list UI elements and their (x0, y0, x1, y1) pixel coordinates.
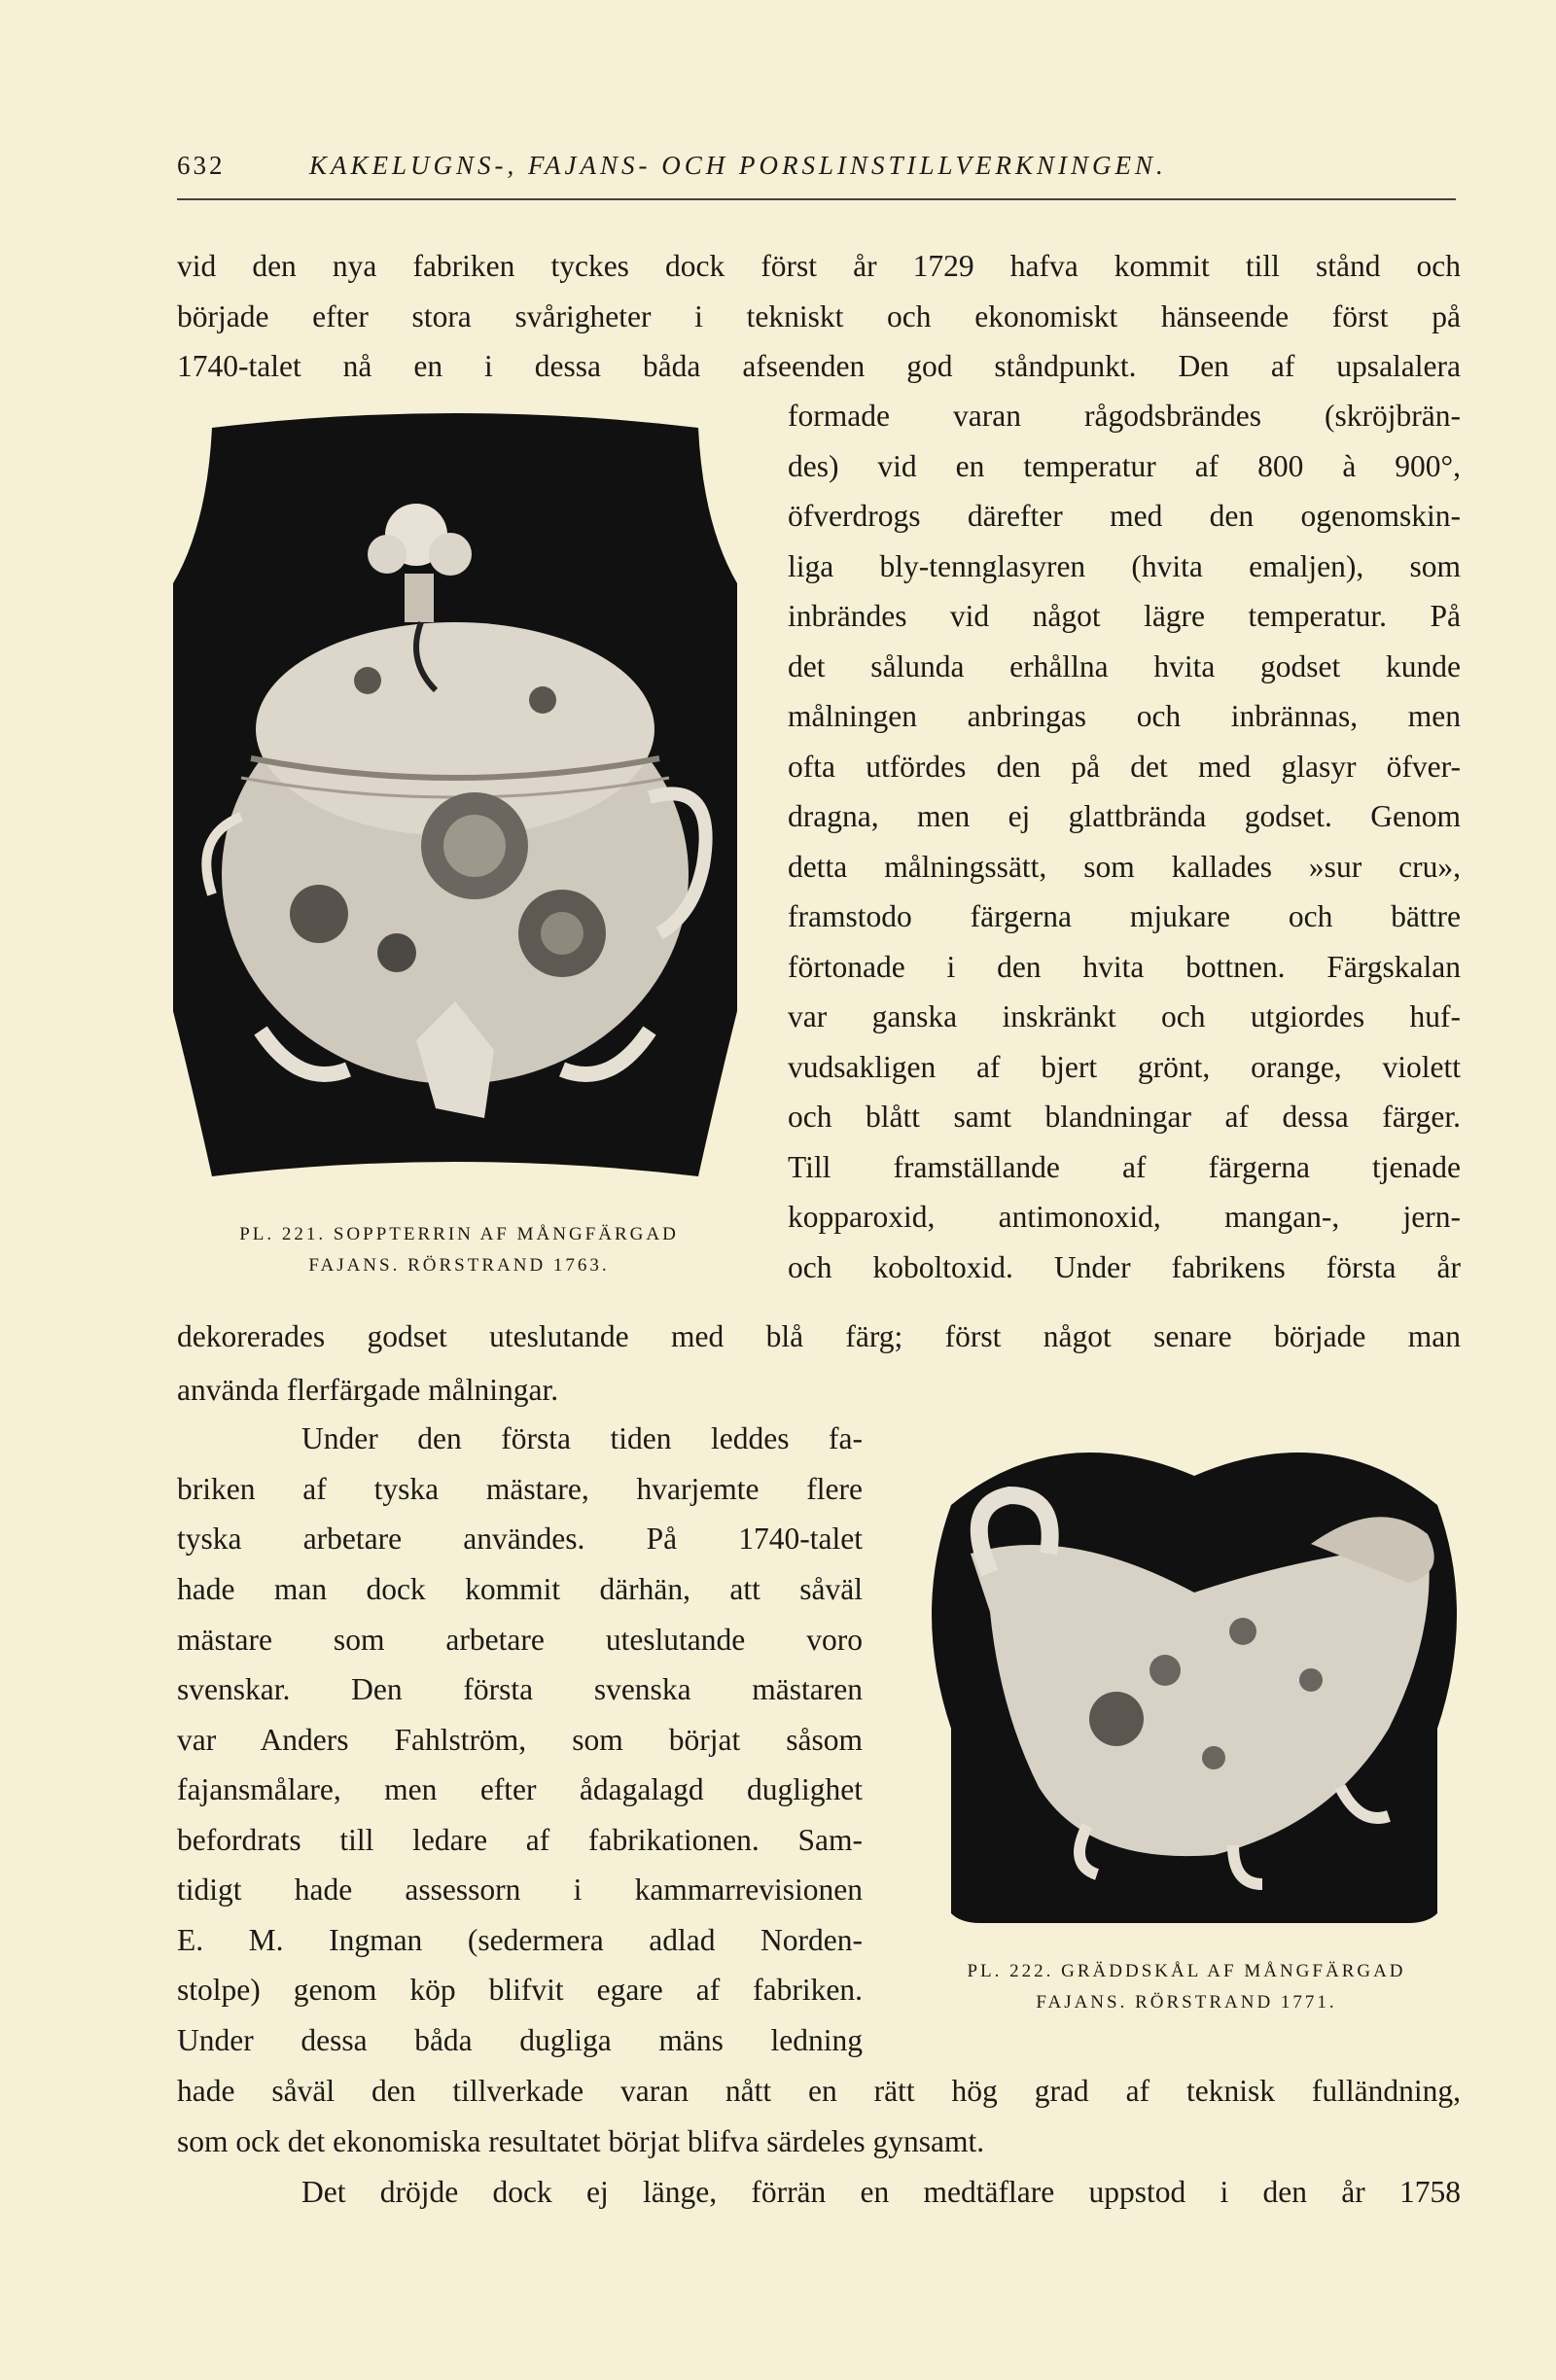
text-line: inbrändes vid något lägre temperatur. På (788, 599, 1461, 633)
figure-caption: PL. 221. SOPPTERRIN AF MÅNGFÄRGAD (239, 1224, 679, 1244)
text-line: började efter stora svårigheter i tekniskt och ekonomiskt hänseende först på (177, 299, 1461, 333)
text-line: befordrats till ledare af fabrikationen. Sam- (177, 1823, 863, 1857)
text-line: använda flerfärgade målningar. (177, 1373, 559, 1407)
text-line: liga bly-tennglasyren (hvita emaljen), som (788, 549, 1461, 583)
text-line: ofta utfördes den på det med glasyr öfver- (788, 750, 1461, 784)
plate-222-sauce-boat-image (922, 1437, 1467, 1947)
text-line: tidigt hade assessorn i kammarrevisionen (177, 1872, 863, 1907)
text-line: var Anders Fahlström, som börjat såsom (177, 1723, 863, 1757)
text-line: kopparoxid, antimonoxid, mangan-, jern- (788, 1200, 1461, 1234)
text-line: stolpe) genom köp blifvit egare af fabriken. (177, 1973, 863, 2007)
text-line: hade såväl den tillverkade varan nått en rätt hög grad af teknisk fulländning, (177, 2074, 1461, 2108)
text-line: formade varan rågodsbrändes (skröjbrän- (788, 399, 1461, 433)
text-line: tyska arbetare användes. På 1740-talet (177, 1522, 863, 1556)
text-line: Under dessa båda dugliga mäns ledning (177, 2023, 863, 2057)
text-line: vid den nya fabriken tyckes dock först år 1729 hafva kommit till stånd och (177, 249, 1461, 283)
text-line: Det dröjde dock ej länge, förrän en medtäflare uppstod i den år 1758 (301, 2175, 1461, 2209)
text-line: och koboltoxid. Under fabrikens första år (788, 1250, 1461, 1284)
text-line: svenskar. Den första svenska mästaren (177, 1672, 863, 1706)
text-line: 1740-talet nå en i dessa båda afseenden god ståndpunkt. Den af upsalalera (177, 349, 1461, 383)
header-rule (177, 198, 1456, 200)
text-line: Under den första tiden leddes fa- (301, 1421, 863, 1455)
text-line: hade man dock kommit därhän, att såväl (177, 1572, 863, 1606)
text-line: framstodo färgerna mjukare och bättre (788, 899, 1461, 933)
text-line: vudsakligen af bjert grönt, orange, violett (788, 1050, 1461, 1084)
text-line: dragna, men ej glattbrända godset. Genom (788, 799, 1461, 833)
figure-caption: FAJANS. RÖRSTRAND 1771. (1036, 1992, 1337, 2012)
text-line: detta målningssätt, som kallades »sur cru», (788, 850, 1461, 884)
text-line: det sålunda erhållna hvita godset kunde (788, 649, 1461, 683)
text-line: förtonade i den hvita bottnen. Färgskalan (788, 950, 1461, 984)
text-line: fajansmålare, men efter ådagalagd duglighet (177, 1772, 863, 1806)
running-title: KAKELUGNS-, FAJANS- OCH PORSLINSTILLVERKNINGEN. (309, 151, 1167, 180)
figure-caption: FAJANS. RÖRSTRAND 1763. (308, 1255, 610, 1276)
figure-caption: PL. 222. GRÄDDSKÅL AF MÅNGFÄRGAD (967, 1961, 1406, 1981)
text-line: E. M. Ingman (sedermera adlad Norden- (177, 1923, 863, 1957)
text-line: var ganska inskränkt och utgiordes huf- (788, 999, 1461, 1033)
sauce-boat-illustration (922, 1437, 1467, 1947)
page-number: 632 (177, 151, 226, 180)
text-line: des) vid en temperatur af 800 à 900°, (788, 449, 1461, 483)
text-line: som ock det ekonomiska resultatet börjat blifva särdeles gynsamt. (177, 2124, 985, 2158)
text-line: Till framställande af färgerna tjenade (788, 1150, 1461, 1184)
text-line: briken af tyska mästare, hvarjemte flere (177, 1472, 863, 1506)
plate-221-tureen-image (173, 408, 737, 1186)
text-line: och blått samt blandningar af dessa färger. (788, 1100, 1461, 1134)
text-line: målningen anbringas och inbrännas, men (788, 699, 1461, 733)
running-head (177, 151, 1456, 190)
tureen-illustration (173, 408, 737, 1186)
text-line: öfverdrogs därefter med den ogenomskin- (788, 499, 1461, 533)
text-line: mästare som arbetare uteslutande voro (177, 1623, 863, 1657)
text-line: dekorerades godset uteslutande med blå färg; först något senare började man (177, 1319, 1461, 1353)
